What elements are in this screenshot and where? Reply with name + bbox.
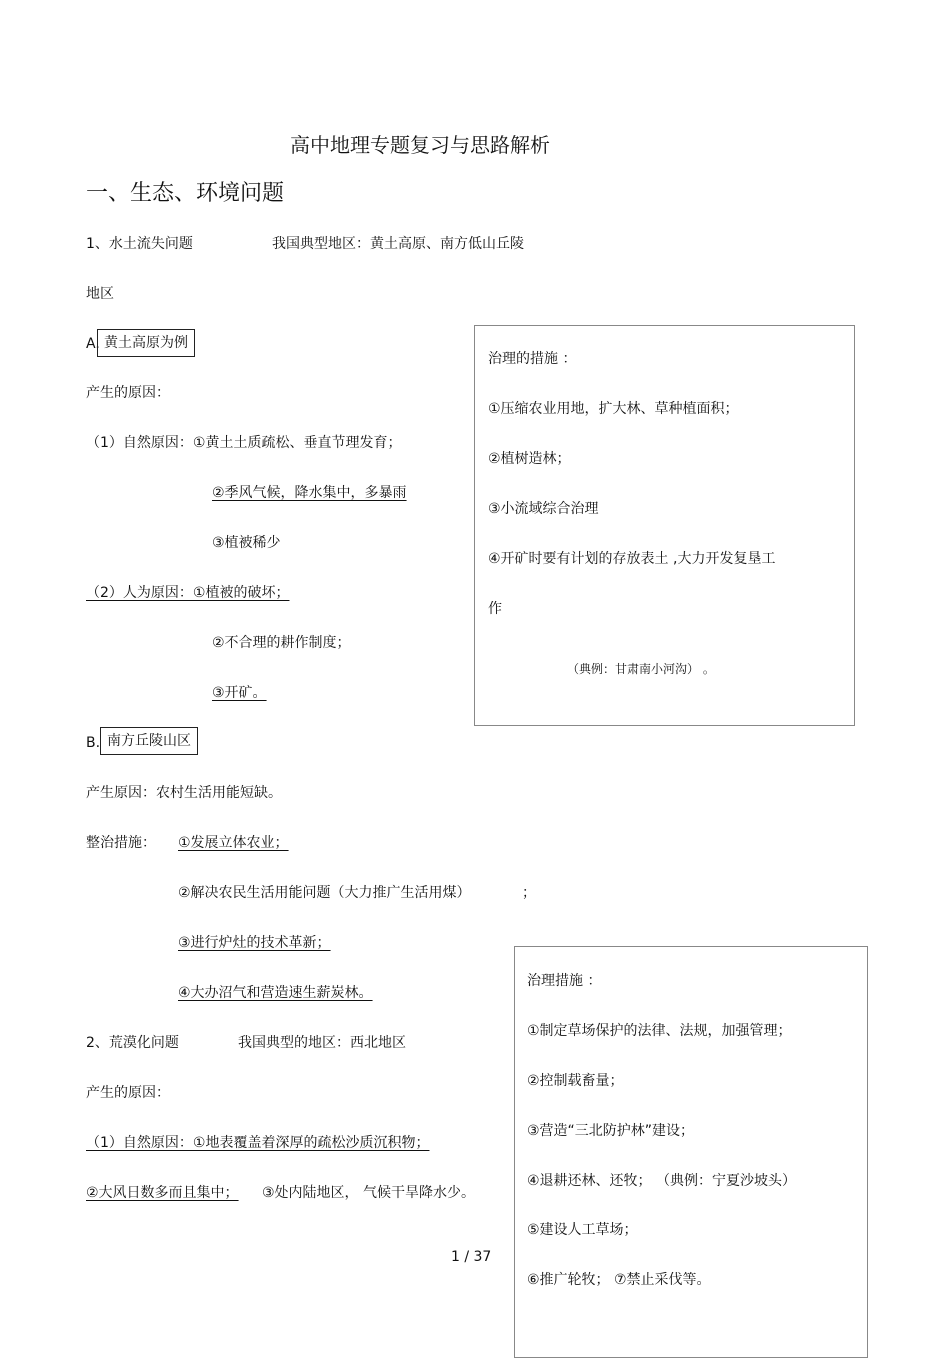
- measures-box-2-item: ⑥推广轮牧； ⑦禁止采伐等。: [527, 1272, 711, 1288]
- q1-heading: 1、水土流失问题: [86, 236, 193, 252]
- b-measure-2: ②解决农民生活用能问题（大力推广生活用煤）: [178, 885, 471, 901]
- measures-box-1-example: （典例：甘肃南小河沟） 。: [567, 662, 715, 676]
- measures-box-1: [474, 325, 855, 726]
- q2-natural-2: ②大风日数多而且集中；: [86, 1185, 239, 1201]
- q1-regions-cont: 地区: [86, 286, 114, 302]
- a-prefix: A.: [86, 336, 100, 352]
- b-cause: 产生原因：农村生活用能短缺。: [86, 785, 282, 801]
- q2-natural-1: （1）自然原因：①地表覆盖着深厚的疏松沙质沉积物；: [86, 1135, 430, 1151]
- section-heading: 一、生态、环境问题: [86, 181, 285, 206]
- b-measure-1: ①发展立体农业；: [178, 835, 289, 851]
- q1-regions: 我国典型地区：黄土高原、南方低山丘陵: [272, 236, 524, 252]
- b-measures-label: 整治措施：: [86, 835, 156, 851]
- measures-box-2-item: ④退耕还林、还牧； （典例：宁夏沙坡头）: [527, 1173, 796, 1189]
- b-measure-3: ③进行炉灶的技术革新；: [178, 935, 331, 951]
- b-measure-4: ④大办沼气和营造速生薪炭林。: [178, 985, 373, 1001]
- natural-cause-1: （1）自然原因：①黄土土质疏松、垂直节理发育；: [86, 435, 402, 451]
- q2-cause-label: 产生的原因：: [86, 1085, 170, 1101]
- natural-cause-3: ③植被稀少: [212, 535, 281, 551]
- measures-box-1-title: 治理的措施 ：: [488, 351, 577, 367]
- b-prefix: B.: [86, 735, 101, 751]
- page-number: 1 / 37: [451, 1249, 492, 1265]
- measures-box-1-item: 作: [488, 601, 502, 617]
- measures-box-2-item: ①制定草场保护的法律、法规，加强管理；: [527, 1023, 792, 1039]
- q2-heading: 2、荒漠化问题: [86, 1035, 179, 1051]
- measures-box-2-title: 治理措施 ：: [527, 973, 602, 989]
- measures-box-1-item: ①压缩农业用地，扩大林、草种植面积；: [488, 401, 739, 417]
- measures-box-1-item: ④开矿时要有计划的存放表土 ,大力开发复垦工: [488, 551, 776, 567]
- human-cause-2: ②不合理的耕作制度；: [212, 635, 351, 651]
- page-title: 高中地理专题复习与思路解析: [290, 133, 550, 157]
- b-measure-2-semicolon: ；: [522, 885, 536, 901]
- q2-regions: 我国典型的地区：西北地区: [238, 1035, 406, 1051]
- measures-box-2: [514, 946, 868, 1358]
- b-label-box: 南方丘陵山区: [100, 727, 198, 755]
- a-label-box: 黄土高原为例: [97, 329, 195, 357]
- measures-box-1-item: ②植树造林；: [488, 451, 571, 467]
- measures-box-1-item: ③小流域综合治理: [488, 501, 599, 517]
- human-cause-3: ③开矿。: [212, 685, 267, 701]
- natural-cause-2: ②季风气候，降水集中，多暴雨: [212, 485, 407, 501]
- measures-box-2-item: ②控制载畜量；: [527, 1073, 624, 1089]
- measures-box-2-item: ⑤建设人工草场；: [527, 1222, 638, 1238]
- cause-label: 产生的原因：: [86, 385, 170, 401]
- human-cause-1: （2）人为原因：①植被的破坏；: [86, 585, 290, 601]
- q2-natural-3: ③处内陆地区， 气候干旱降水少。: [262, 1185, 476, 1201]
- measures-box-2-item: ③营造“三北防护林”建设；: [527, 1123, 695, 1139]
